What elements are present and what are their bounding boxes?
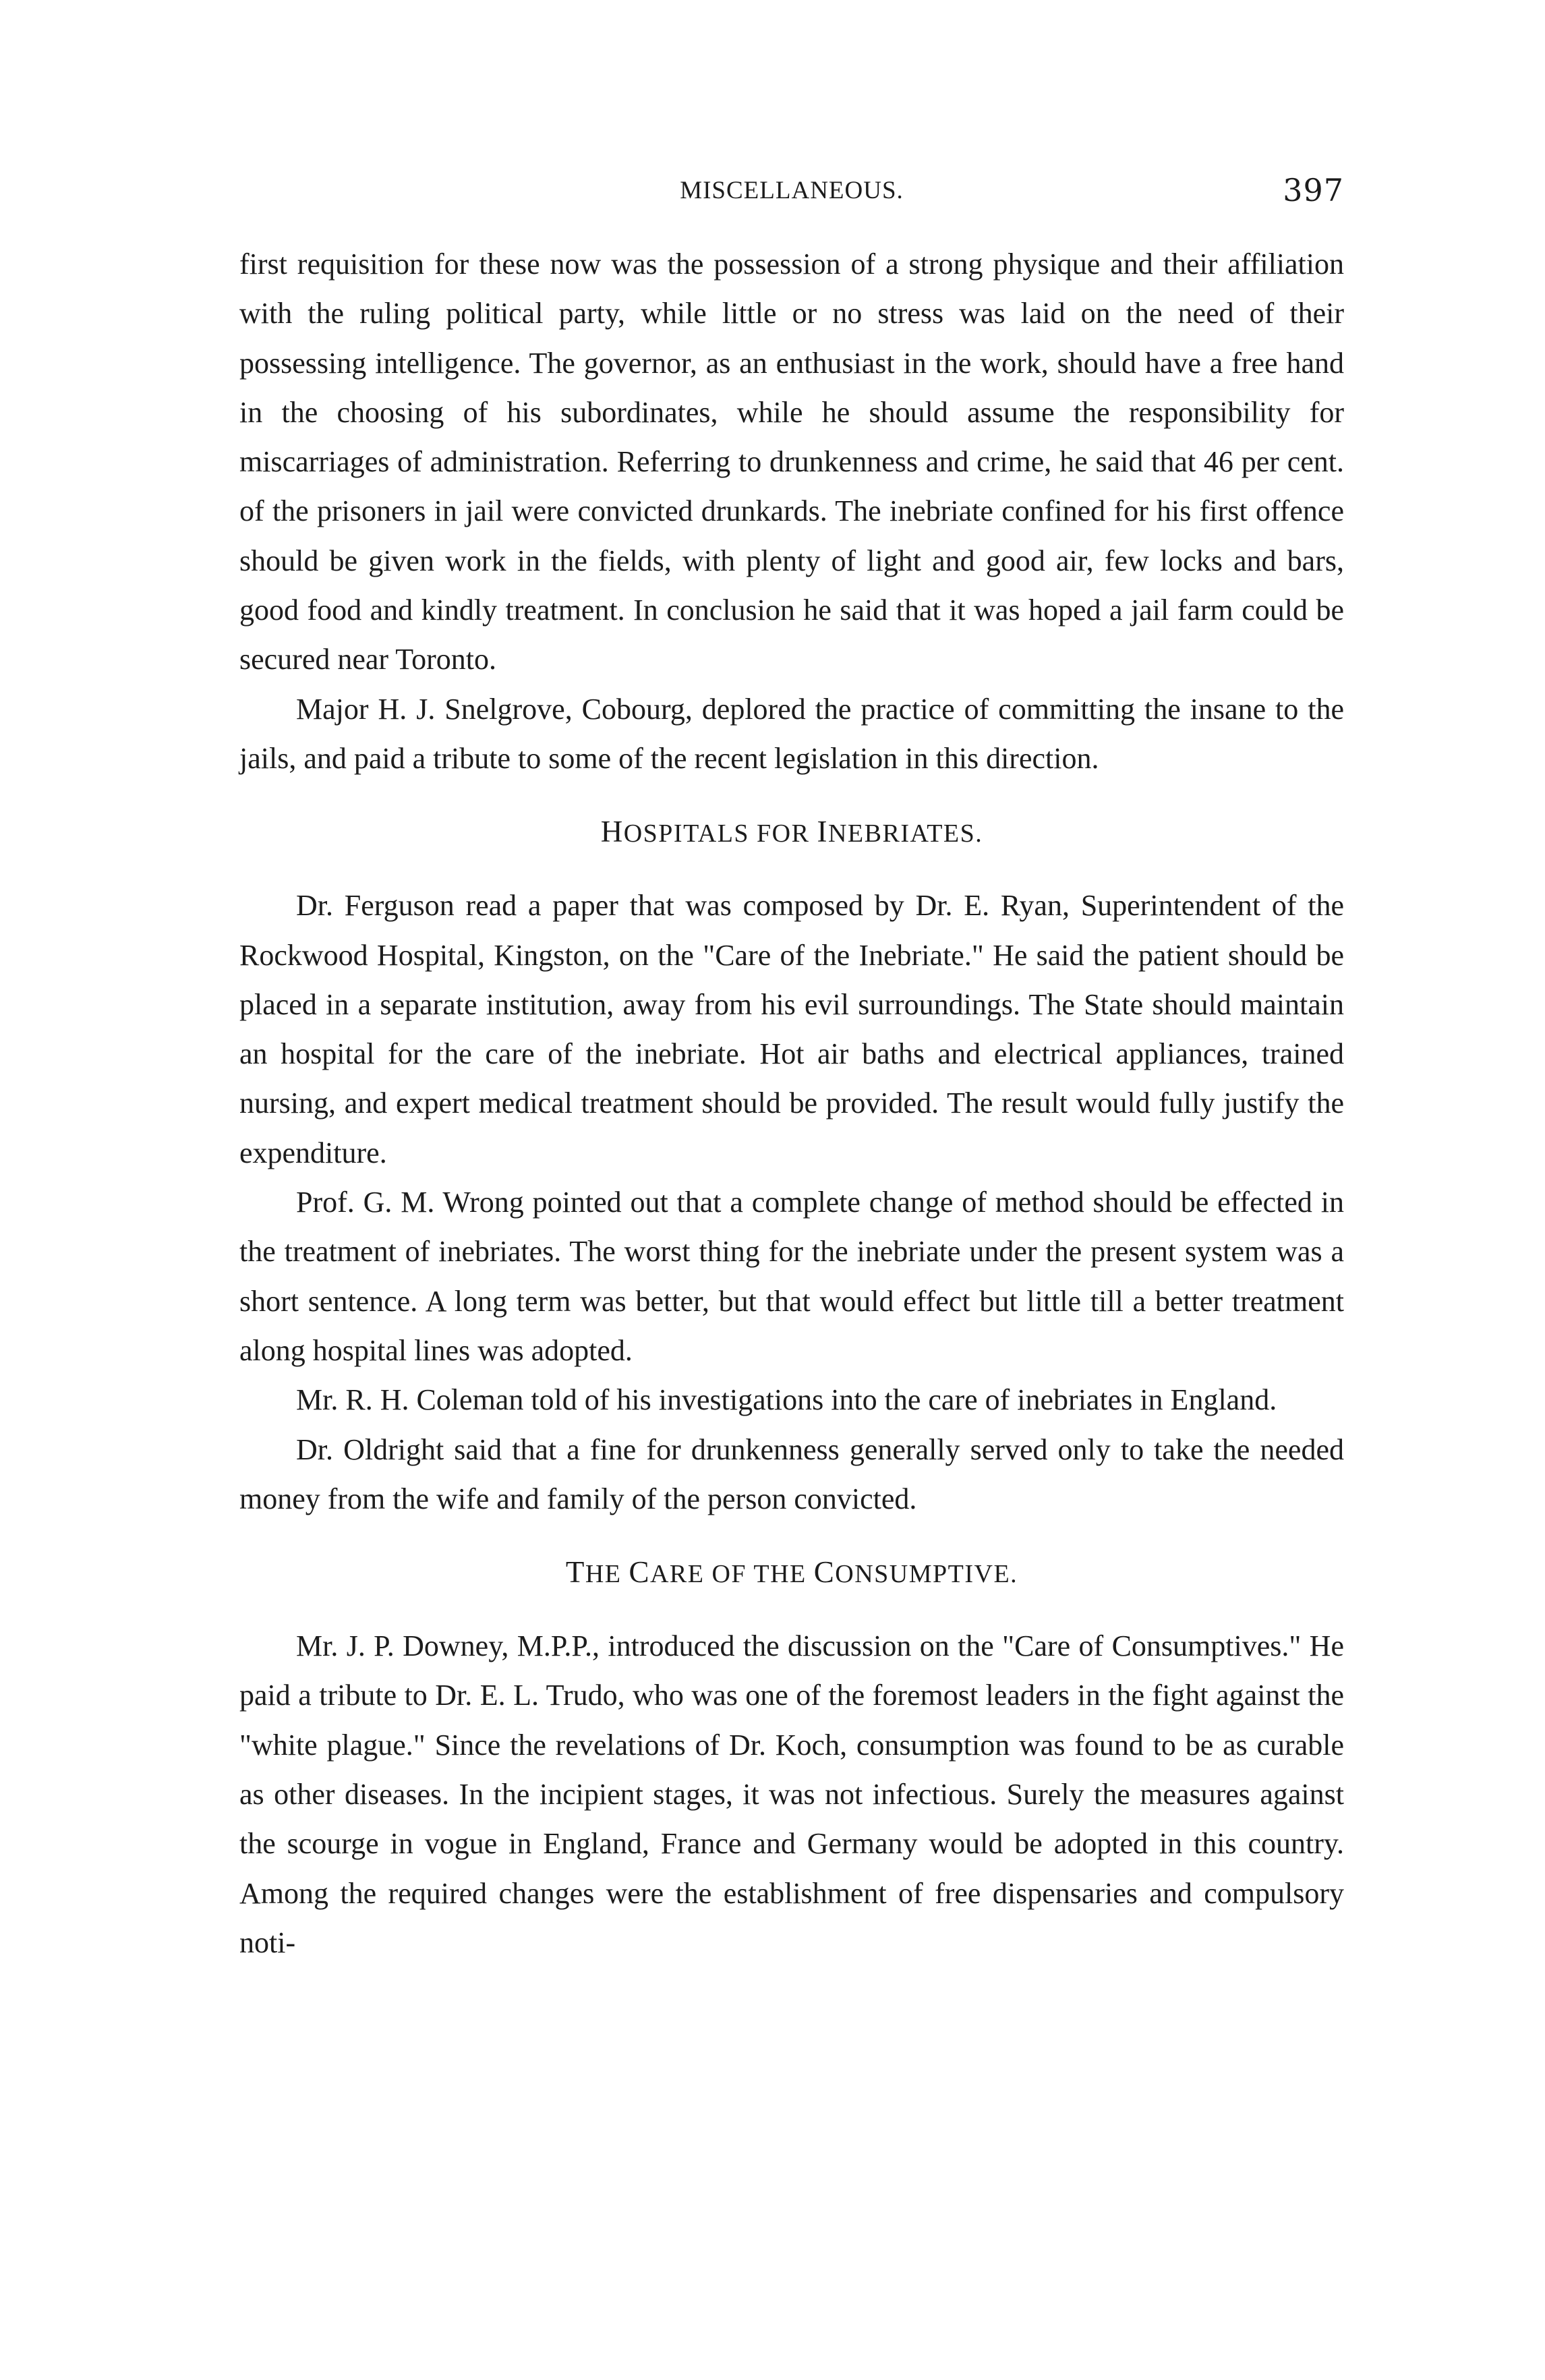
running-head-title: MISCELLANEOUS. bbox=[680, 177, 904, 204]
paragraph: Mr. R. H. Coleman told of his investigations into the care of inebriates in England. bbox=[296, 1383, 1277, 1417]
body-text bbox=[239, 239, 1344, 1967]
paragraph: Dr. Ferguson read a paper that was composed by Dr. E. Ryan, Superintendent of the Rockwood Hospital, Kingston, on the "Care of the Inebriate." He said the patient should be placed in a separate institution, away from his evil surroundings. The State should maintain an hospital for the care of the inebriate. Hot air baths and electrical appliances, trained nursing, and expert medical treatment should be provided. The result would fully justify the expenditure. bbox=[239, 889, 1344, 1169]
paragraph: first requisition for these now was the possession of a strong physique and their affiliation with the ruling political party, while little or no stress was laid on the need of their possessing intelligence. The governor, as an enthusiast in the work, should have a free hand in the choosing of his subordinates, while he should assume the responsibility for miscarriages of administration. Referring to drunkenness and crime, he said that 46 per cent. of the prisoners in jail were convicted drunkards. The inebriate confined for his first offence should be given work in the fields, with plenty of light and good air, few locks and bars, good food and kindly treatment. In conclusion he said that it was hoped a jail farm could be secured near Toronto. bbox=[239, 248, 1344, 676]
heading-initial: C bbox=[813, 1555, 836, 1590]
heading-initial: T bbox=[565, 1555, 585, 1590]
book-page bbox=[239, 172, 1344, 1967]
paragraph: Prof. G. M. Wrong pointed out that a complete change of method should be effected in the treatment of inebriates. The worst thing for the inebriate under the present system was a short sentence. A long term was better, but that would effect but little till a better treatment along hospital lines was adopted. bbox=[239, 1186, 1344, 1367]
paragraph: Mr. J. P. Downey, M.P.P., introduced the discussion on the "Care of Consumptives." He paid a tribute to Dr. E. L. Trudo, who was one of the foremost leaders in the fight against the "white plague." Since the revelations of Dr. Koch, consumption was found to be as curable as other diseases. In the incipient stages, it was not infectious. Surely the measures against the scourge in vogue in England, France and Germany would be adopted in this country. Among the required changes were the establishment of free dispensaries and compulsory noti- bbox=[239, 1629, 1344, 1959]
running-head bbox=[239, 172, 1344, 219]
heading-text: OSPITALS FOR bbox=[623, 819, 817, 848]
heading-initial: C bbox=[629, 1555, 650, 1590]
heading-text: ARE OF THE bbox=[649, 1560, 814, 1589]
heading-initial: I bbox=[817, 815, 828, 849]
paragraph: Dr. Oldright said that a fine for drunkenness generally served only to take the needed money from the wife and family of the person convicted. bbox=[239, 1432, 1344, 1515]
heading-text: ONSUMPTIVE. bbox=[835, 1560, 1018, 1589]
heading-text: HE bbox=[585, 1560, 629, 1589]
paragraph: Major H. J. Snelgrove, Cobourg, deplored the practice of committing the insane to the jails, and paid a tribute to some of the recent legislation in this direction. bbox=[239, 692, 1344, 775]
section-heading-care-of-the-consumptive bbox=[239, 1550, 1344, 1596]
heading-initial: H bbox=[600, 815, 624, 849]
heading-text: NEBRIATES. bbox=[827, 819, 983, 848]
section-heading-hospitals-for-inebriates bbox=[239, 810, 1344, 855]
page-number: 397 bbox=[1283, 172, 1344, 208]
